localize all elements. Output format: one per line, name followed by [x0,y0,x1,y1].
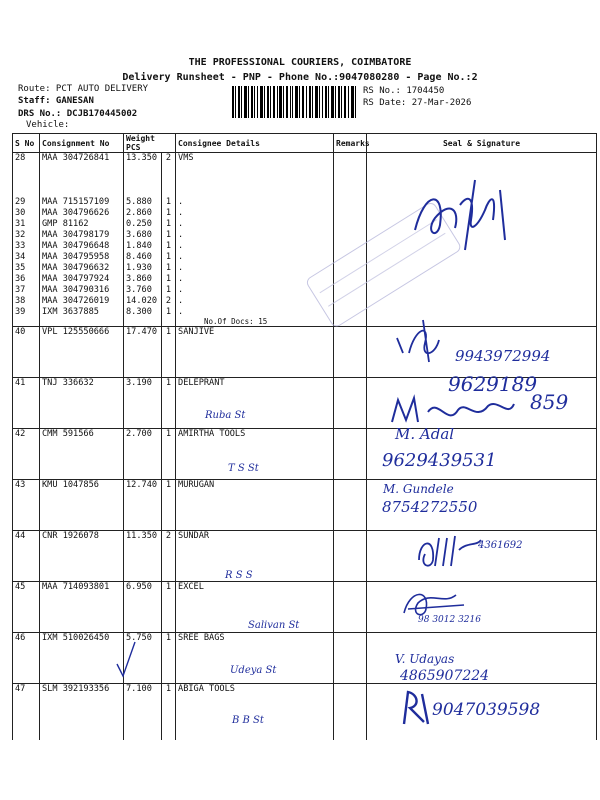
weight-cell: 1.930 [124,263,162,274]
sno-cell: 33 [13,241,40,252]
remarks-cell [334,632,367,683]
table-row [13,428,597,479]
sno-cell: 29 [13,197,40,208]
handwritten-phone-46: 4865907224 [400,668,490,684]
handwritten-phone-41a: 9629189 [448,372,538,396]
col-remarks: Remarks [334,134,367,153]
consignment-cell: MAA 714093801 [40,581,124,632]
consignee-cell: . [176,219,334,230]
remarks-cell [334,683,367,740]
consignee-cell: . [176,230,334,241]
consignment-cell: MAA 304796626 [40,208,124,219]
consignee-cell: DELEPRANT [176,377,334,428]
col-consignee: Consignee Details [176,134,334,153]
consignee-cell: . No.Of Docs: 15 [176,307,334,327]
consignee-cell: SUNDAR [176,530,334,581]
consignee-cell: . [176,296,334,307]
pcs-cell: 1 [162,479,176,530]
consignee-cell: . [176,208,334,219]
handwritten-phone-43: 8754272550 [382,498,478,516]
handwritten-phone-47: 9047039598 [432,700,541,720]
pcs-cell: 1 [162,263,176,274]
col-consignment: Consignment No [40,134,124,153]
table-row [13,530,597,581]
consignment-cell: MAA 304726019 [40,296,124,307]
weight-cell: 14.020 [124,296,162,307]
sno-cell: 39 [13,307,40,327]
pcs-cell: 1 [162,581,176,632]
handwritten-phone-45: 98 3012 3216 [418,615,481,625]
remarks-cell [334,530,367,581]
consignment-cell: GMP 81162 [40,219,124,230]
consignee-cell: VMS [176,153,334,197]
weight-cell: 7.100 [124,683,162,740]
sno-cell: 34 [13,252,40,263]
docs-count: No.Of Docs: 15 [204,316,268,326]
handwritten-street-42: T S St [228,463,259,474]
remarks-cell [334,208,367,219]
pcs-cell: 2 [162,153,176,197]
weight-cell: 11.350 [124,530,162,581]
consignment-cell: MAA 304798179 [40,230,124,241]
handwritten-phone-44: 4361692 [478,540,523,551]
pcs-cell: 1 [162,326,176,377]
consignment-cell: MAA 304795958 [40,252,124,263]
consignee-cell: SREE BAGS [176,632,334,683]
sno-cell: 32 [13,230,40,241]
consignment-cell: CNR 1926078 [40,530,124,581]
pcs-cell: 2 [162,530,176,581]
weight-cell: 5.750 [124,632,162,683]
sno-cell: 42 [13,428,40,479]
pcs-cell: 1 [162,197,176,208]
weight-cell: 0.250 [124,219,162,230]
weight-cell: 8.460 [124,252,162,263]
signature-44 [415,530,485,572]
route-label: Route: PCT AUTO DELIVERY [18,84,149,94]
weight-cell: 17.470 [124,326,162,377]
weight-cell: 3.680 [124,230,162,241]
consignee-cell: . [176,263,334,274]
sno-cell: 40 [13,326,40,377]
pcs-cell: 1 [162,683,176,740]
sno-cell: 30 [13,208,40,219]
consignment-cell: VPL 125550666 [40,326,124,377]
consignee-cell: SANJIVE [176,326,334,377]
pcs-cell: 1 [162,252,176,263]
handwritten-name-42: M. Adal [395,425,455,443]
handwritten-street-41: Ruba St [205,410,246,421]
pcs-cell: 1 [162,230,176,241]
remarks-cell [334,377,367,428]
pcs-cell: 1 [162,285,176,296]
pcs-cell: 1 [162,632,176,683]
weight-cell: 3.860 [124,274,162,285]
vehicle-label: Vehicle: [26,120,70,130]
company-title: THE PROFESSIONAL COURIERS, COIMBATORE [188,57,412,68]
rs-date: RS Date: 27-Mar-2026 [363,98,472,108]
consignee-cell: AMIRTHA TOOLS [176,428,334,479]
sno-cell: 43 [13,479,40,530]
check-mark [115,640,137,680]
barcode-image [232,86,358,118]
pcs-cell: 1 [162,274,176,285]
pcs-cell: 1 [162,241,176,252]
sno-cell: 47 [13,683,40,740]
remarks-cell [334,197,367,208]
sno-cell: 38 [13,296,40,307]
signature-28-39 [405,170,515,260]
consignee-cell: . [176,197,334,208]
weight-cell: 8.300 [124,307,162,327]
table-row [13,581,597,632]
consignment-cell: SLM 392193356 [40,683,124,740]
sno-cell: 31 [13,219,40,230]
consignee-cell: ABIGA TOOLS [176,683,334,740]
remarks-cell [334,219,367,230]
weight-cell: 5.880 [124,197,162,208]
weight-cell: 13.350 [124,153,162,197]
consignment-cell: MAA 715157109 [40,197,124,208]
sno-cell: 28 [13,153,40,197]
consignment-cell: IXM 510026450 [40,632,124,683]
handwritten-street-44: R S S [225,570,253,581]
consignment-cell: MAA 304726841 [40,153,124,197]
staff-label: Staff: GANESAN [18,96,94,106]
handwritten-street-45: Salivan St [248,620,300,631]
consignee-cell: . [176,252,334,263]
sno-cell: 45 [13,581,40,632]
pcs-cell: 1 [162,208,176,219]
sno-cell: 36 [13,274,40,285]
consignee-cell: . [176,285,334,296]
col-weight-pcs: Weight PCS [124,134,176,153]
rs-number: RS No.: 1704450 [363,86,445,96]
consignment-cell: TNJ 336632 [40,377,124,428]
drs-number: DRS No.: DCJB170445002 [18,109,138,119]
consignee-cell: . [176,274,334,285]
consignment-cell: KMU 1047856 [40,479,124,530]
sno-cell: 35 [13,263,40,274]
handwritten-name-43: M. Gundele [383,482,454,496]
remarks-cell [334,153,367,197]
table-header-row [13,134,597,153]
weight-cell: 2.700 [124,428,162,479]
weight-cell: 12.740 [124,479,162,530]
consignment-cell: MAA 304797924 [40,274,124,285]
col-sno: S No [13,134,40,153]
handwritten-street-46: Udeya St [230,665,277,676]
sno-cell: 46 [13,632,40,683]
consignment-cell: IXM 3637885 [40,307,124,327]
consignment-cell: MAA 304796632 [40,263,124,274]
handwritten-phone-41b: 859 [530,390,569,414]
weight-cell: 3.190 [124,377,162,428]
remarks-cell [334,581,367,632]
weight-cell: 3.760 [124,285,162,296]
weight-cell: 1.840 [124,241,162,252]
sno-cell: 41 [13,377,40,428]
pcs-cell: 1 [162,307,176,327]
handwritten-name-46: V. Udayas [395,652,455,666]
remarks-cell [334,428,367,479]
runsheet-subtitle: Delivery Runsheet - PNP - Phone No.:9047080280 - Page No.:2 [122,72,478,83]
col-seal: Seal & Signature [367,134,597,153]
consignee-cell: MURUGAN [176,479,334,530]
consignee-cell: EXCEL [176,581,334,632]
pcs-cell: 1 [162,219,176,230]
handwritten-phone-42: 9629439531 [382,450,497,471]
signature-40 [395,318,455,363]
pcs-cell: 1 [162,377,176,428]
pcs-cell: 1 [162,428,176,479]
consignment-cell: CMM 591566 [40,428,124,479]
sno-cell: 37 [13,285,40,296]
consignment-cell: MAA 304796648 [40,241,124,252]
consignment-cell: MAA 304790316 [40,285,124,296]
pcs-cell: 2 [162,296,176,307]
remarks-cell [334,479,367,530]
weight-cell: 2.860 [124,208,162,219]
handwritten-phone-40: 9943972994 [455,347,551,365]
sno-cell: 44 [13,530,40,581]
handwritten-street-47: B B St [232,715,264,726]
consignee-cell: . [176,241,334,252]
weight-cell: 6.950 [124,581,162,632]
table-row [13,479,597,530]
table-row [13,632,597,683]
